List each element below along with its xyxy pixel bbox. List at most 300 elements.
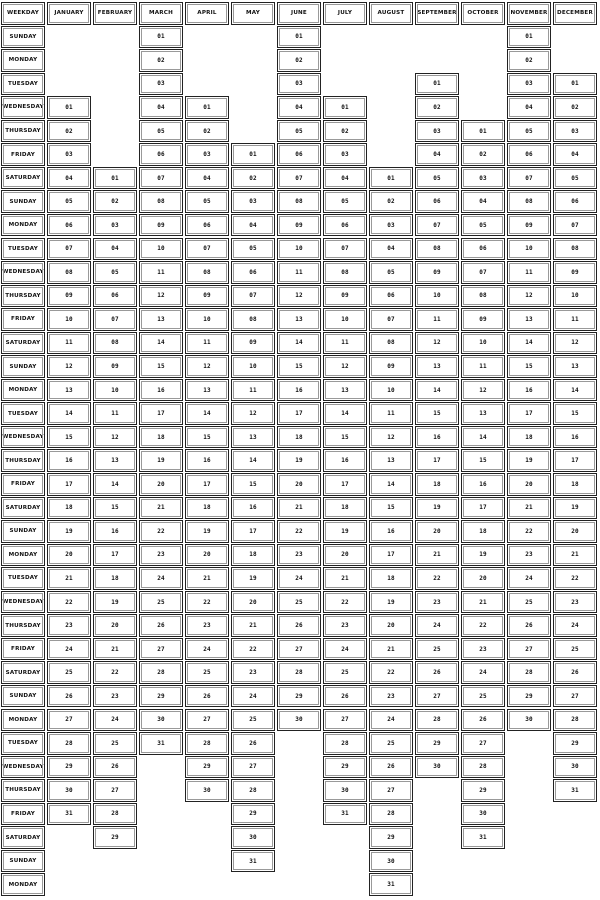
day-cell: 17 — [461, 497, 505, 520]
day-cell: 23 — [369, 685, 413, 708]
day-cell: 04 — [323, 167, 367, 190]
month-header: AUGUST — [369, 2, 413, 25]
day-cell: 14 — [553, 379, 597, 402]
day-cell: 21 — [139, 497, 183, 520]
day-cell: 02 — [185, 120, 229, 143]
day-cell: 15 — [47, 426, 91, 449]
day-cell: 31 — [139, 732, 183, 755]
day-cell: 17 — [185, 473, 229, 496]
day-cell: 12 — [231, 402, 275, 425]
day-cell: 17 — [323, 473, 367, 496]
day-cell: 26 — [415, 661, 459, 684]
day-cell: 12 — [277, 285, 321, 308]
weekday-label: THURSDAY — [1, 120, 45, 143]
month-header: APRIL — [185, 2, 229, 25]
day-cell: 05 — [507, 120, 551, 143]
day-cell: 15 — [323, 426, 367, 449]
day-cell: 24 — [553, 614, 597, 637]
day-cell: 31 — [323, 803, 367, 826]
day-cell: 27 — [231, 756, 275, 779]
day-cell: 01 — [461, 120, 505, 143]
weekday-label: TUESDAY — [1, 238, 45, 261]
day-cell: 21 — [415, 544, 459, 567]
day-cell: 22 — [461, 614, 505, 637]
day-cell: 06 — [231, 261, 275, 284]
day-cell: 25 — [47, 661, 91, 684]
day-cell: 22 — [185, 591, 229, 614]
day-cell: 13 — [553, 355, 597, 378]
day-cell: 03 — [507, 73, 551, 96]
day-cell: 15 — [185, 426, 229, 449]
day-cell: 04 — [507, 96, 551, 119]
day-cell: 05 — [93, 261, 137, 284]
weekday-label: FRIDAY — [1, 638, 45, 661]
day-cell: 02 — [47, 120, 91, 143]
day-cell: 21 — [323, 567, 367, 590]
day-cell: 07 — [277, 167, 321, 190]
day-cell: 29 — [507, 685, 551, 708]
weekday-label: TUESDAY — [1, 402, 45, 425]
day-cell: 30 — [185, 779, 229, 802]
weekday-label: MONDAY — [1, 49, 45, 72]
day-cell: 21 — [507, 497, 551, 520]
day-cell: 05 — [47, 190, 91, 213]
day-cell: 30 — [553, 756, 597, 779]
day-cell: 30 — [369, 850, 413, 873]
day-cell: 24 — [369, 709, 413, 732]
day-cell: 24 — [185, 638, 229, 661]
day-cell: 17 — [231, 520, 275, 543]
weekday-label: FRIDAY — [1, 143, 45, 166]
day-cell: 23 — [323, 614, 367, 637]
day-cell: 06 — [369, 285, 413, 308]
day-cell: 25 — [507, 591, 551, 614]
day-cell: 28 — [415, 709, 459, 732]
day-cell: 26 — [277, 614, 321, 637]
day-cell: 17 — [277, 402, 321, 425]
day-cell: 27 — [507, 638, 551, 661]
day-cell: 13 — [507, 308, 551, 331]
day-cell: 31 — [553, 779, 597, 802]
weekday-label: FRIDAY — [1, 473, 45, 496]
day-cell: 18 — [369, 567, 413, 590]
day-cell: 06 — [323, 214, 367, 237]
weekday-label: SATURDAY — [1, 661, 45, 684]
day-cell: 30 — [415, 756, 459, 779]
day-cell: 07 — [415, 214, 459, 237]
day-cell: 07 — [507, 167, 551, 190]
day-cell: 27 — [277, 638, 321, 661]
day-cell: 02 — [415, 96, 459, 119]
day-cell: 28 — [277, 661, 321, 684]
day-cell: 09 — [139, 214, 183, 237]
weekday-label: WEDNESDAY — [1, 96, 45, 119]
day-cell: 12 — [553, 332, 597, 355]
day-cell: 12 — [461, 379, 505, 402]
day-cell: 22 — [277, 520, 321, 543]
day-cell: 16 — [507, 379, 551, 402]
day-cell: 31 — [461, 826, 505, 849]
day-cell: 24 — [323, 638, 367, 661]
day-cell: 09 — [47, 285, 91, 308]
day-cell: 14 — [323, 402, 367, 425]
day-cell: 18 — [415, 473, 459, 496]
day-cell: 09 — [185, 285, 229, 308]
day-cell: 23 — [231, 661, 275, 684]
day-cell: 03 — [139, 73, 183, 96]
day-cell: 11 — [323, 332, 367, 355]
day-cell: 27 — [323, 709, 367, 732]
day-cell: 04 — [185, 167, 229, 190]
day-cell: 21 — [553, 544, 597, 567]
day-cell: 26 — [185, 685, 229, 708]
day-cell: 11 — [553, 308, 597, 331]
day-cell: 20 — [369, 614, 413, 637]
day-cell: 12 — [507, 285, 551, 308]
month-header: MAY — [231, 2, 275, 25]
day-cell: 05 — [415, 167, 459, 190]
day-cell: 24 — [139, 567, 183, 590]
day-cell: 19 — [415, 497, 459, 520]
day-cell: 18 — [507, 426, 551, 449]
day-cell: 15 — [231, 473, 275, 496]
day-cell: 29 — [461, 779, 505, 802]
day-cell: 11 — [231, 379, 275, 402]
day-cell: 21 — [277, 497, 321, 520]
day-cell: 04 — [277, 96, 321, 119]
day-cell: 18 — [277, 426, 321, 449]
day-cell: 23 — [277, 544, 321, 567]
day-cell: 30 — [323, 779, 367, 802]
day-cell: 15 — [507, 355, 551, 378]
day-cell: 23 — [47, 614, 91, 637]
day-cell: 05 — [369, 261, 413, 284]
day-cell: 27 — [185, 709, 229, 732]
day-cell: 15 — [369, 497, 413, 520]
month-header: JANUARY — [47, 2, 91, 25]
day-cell: 04 — [415, 143, 459, 166]
weekday-label: TUESDAY — [1, 732, 45, 755]
day-cell: 22 — [323, 591, 367, 614]
day-cell: 09 — [93, 355, 137, 378]
day-cell: 10 — [231, 355, 275, 378]
day-cell: 19 — [323, 520, 367, 543]
day-cell: 06 — [47, 214, 91, 237]
day-cell: 23 — [507, 544, 551, 567]
day-cell: 01 — [93, 167, 137, 190]
day-cell: 06 — [93, 285, 137, 308]
day-cell: 21 — [461, 591, 505, 614]
day-cell: 31 — [47, 803, 91, 826]
day-cell: 18 — [231, 544, 275, 567]
weekday-label: TUESDAY — [1, 73, 45, 96]
weekday-label: SATURDAY — [1, 167, 45, 190]
day-cell: 22 — [553, 567, 597, 590]
month-header: JUNE — [277, 2, 321, 25]
day-cell: 10 — [415, 285, 459, 308]
day-cell: 30 — [507, 709, 551, 732]
day-cell: 14 — [415, 379, 459, 402]
day-cell: 05 — [553, 167, 597, 190]
day-cell: 15 — [461, 449, 505, 472]
day-cell: 20 — [323, 544, 367, 567]
day-cell: 07 — [553, 214, 597, 237]
weekday-label: SATURDAY — [1, 497, 45, 520]
day-cell: 24 — [47, 638, 91, 661]
day-cell: 21 — [185, 567, 229, 590]
day-cell: 10 — [323, 308, 367, 331]
day-cell: 13 — [47, 379, 91, 402]
day-cell: 25 — [185, 661, 229, 684]
weekday-label: THURSDAY — [1, 285, 45, 308]
day-cell: 17 — [553, 449, 597, 472]
day-cell: 25 — [93, 732, 137, 755]
weekday-label: SUNDAY — [1, 520, 45, 543]
day-cell: 14 — [47, 402, 91, 425]
day-cell: 13 — [231, 426, 275, 449]
day-cell: 03 — [47, 143, 91, 166]
day-cell: 23 — [185, 614, 229, 637]
day-cell: 01 — [231, 143, 275, 166]
day-cell: 02 — [323, 120, 367, 143]
month-header: JULY — [323, 2, 367, 25]
month-header: SEPTEMBER — [415, 2, 459, 25]
day-cell: 14 — [93, 473, 137, 496]
day-cell: 25 — [323, 661, 367, 684]
day-cell: 06 — [139, 143, 183, 166]
day-cell: 13 — [369, 449, 413, 472]
day-cell: 10 — [277, 238, 321, 261]
day-cell: 19 — [277, 449, 321, 472]
day-cell: 23 — [553, 591, 597, 614]
day-cell: 03 — [93, 214, 137, 237]
day-cell: 28 — [507, 661, 551, 684]
weekday-label: WEDNESDAY — [1, 591, 45, 614]
weekday-label: SATURDAY — [1, 826, 45, 849]
day-cell: 16 — [461, 473, 505, 496]
month-header: DECEMBER — [553, 2, 597, 25]
day-cell: 11 — [139, 261, 183, 284]
weekday-label: TUESDAY — [1, 567, 45, 590]
day-cell: 17 — [415, 449, 459, 472]
day-cell: 09 — [553, 261, 597, 284]
day-cell: 06 — [185, 214, 229, 237]
day-cell: 12 — [369, 426, 413, 449]
day-cell: 04 — [139, 96, 183, 119]
day-cell: 26 — [323, 685, 367, 708]
day-cell: 29 — [553, 732, 597, 755]
day-cell: 17 — [369, 544, 413, 567]
day-cell: 23 — [93, 685, 137, 708]
day-cell: 29 — [139, 685, 183, 708]
weekday-label: SUNDAY — [1, 850, 45, 873]
day-cell: 13 — [139, 308, 183, 331]
day-cell: 25 — [461, 685, 505, 708]
day-cell: 16 — [47, 449, 91, 472]
day-cell: 24 — [415, 614, 459, 637]
day-cell: 22 — [231, 638, 275, 661]
day-cell: 08 — [369, 332, 413, 355]
day-cell: 17 — [507, 402, 551, 425]
day-cell: 19 — [139, 449, 183, 472]
day-cell: 15 — [277, 355, 321, 378]
day-cell: 02 — [553, 96, 597, 119]
day-cell: 20 — [553, 520, 597, 543]
day-cell: 22 — [47, 591, 91, 614]
day-cell: 01 — [415, 73, 459, 96]
day-cell: 22 — [139, 520, 183, 543]
day-cell: 30 — [277, 709, 321, 732]
day-cell: 28 — [139, 661, 183, 684]
weekday-label: SUNDAY — [1, 685, 45, 708]
day-cell: 07 — [323, 238, 367, 261]
day-cell: 12 — [323, 355, 367, 378]
day-cell: 06 — [461, 238, 505, 261]
day-cell: 07 — [369, 308, 413, 331]
day-cell: 30 — [461, 803, 505, 826]
day-cell: 09 — [461, 308, 505, 331]
day-cell: 29 — [323, 756, 367, 779]
day-cell: 28 — [93, 803, 137, 826]
day-cell: 05 — [277, 120, 321, 143]
day-cell: 26 — [461, 709, 505, 732]
day-cell: 18 — [185, 497, 229, 520]
day-cell: 13 — [461, 402, 505, 425]
day-cell: 05 — [461, 214, 505, 237]
day-cell: 09 — [231, 332, 275, 355]
day-cell: 19 — [185, 520, 229, 543]
day-cell: 28 — [231, 779, 275, 802]
day-cell: 20 — [507, 473, 551, 496]
day-cell: 24 — [277, 567, 321, 590]
day-cell: 20 — [277, 473, 321, 496]
day-cell: 05 — [231, 238, 275, 261]
day-cell: 08 — [47, 261, 91, 284]
day-cell: 05 — [139, 120, 183, 143]
day-cell: 22 — [415, 567, 459, 590]
day-cell: 29 — [47, 756, 91, 779]
day-cell: 07 — [47, 238, 91, 261]
day-cell: 16 — [139, 379, 183, 402]
day-cell: 04 — [461, 190, 505, 213]
day-cell: 11 — [277, 261, 321, 284]
day-cell: 12 — [139, 285, 183, 308]
day-cell: 13 — [415, 355, 459, 378]
day-cell: 23 — [415, 591, 459, 614]
day-cell: 29 — [185, 756, 229, 779]
day-cell: 18 — [553, 473, 597, 496]
day-cell: 14 — [185, 402, 229, 425]
day-cell: 25 — [231, 709, 275, 732]
day-cell: 03 — [553, 120, 597, 143]
weekday-label: THURSDAY — [1, 449, 45, 472]
day-cell: 19 — [553, 497, 597, 520]
day-cell: 20 — [415, 520, 459, 543]
day-cell: 30 — [231, 826, 275, 849]
day-cell: 02 — [277, 49, 321, 72]
day-cell: 10 — [185, 308, 229, 331]
day-cell: 02 — [369, 190, 413, 213]
day-cell: 28 — [461, 756, 505, 779]
day-cell: 13 — [185, 379, 229, 402]
day-cell: 27 — [369, 779, 413, 802]
day-cell: 29 — [93, 826, 137, 849]
day-cell: 04 — [93, 238, 137, 261]
day-cell: 18 — [461, 520, 505, 543]
weekday-label: SUNDAY — [1, 190, 45, 213]
day-cell: 01 — [553, 73, 597, 96]
day-cell: 05 — [323, 190, 367, 213]
day-cell: 08 — [231, 308, 275, 331]
day-cell: 04 — [553, 143, 597, 166]
day-cell: 03 — [277, 73, 321, 96]
day-cell: 18 — [139, 426, 183, 449]
day-cell: 08 — [507, 190, 551, 213]
day-cell: 01 — [369, 167, 413, 190]
weekday-label: SUNDAY — [1, 355, 45, 378]
day-cell: 26 — [507, 614, 551, 637]
day-cell: 10 — [553, 285, 597, 308]
day-cell: 28 — [553, 709, 597, 732]
day-cell: 27 — [139, 638, 183, 661]
day-cell: 08 — [461, 285, 505, 308]
day-cell: 25 — [277, 591, 321, 614]
day-cell: 26 — [231, 732, 275, 755]
day-cell: 21 — [231, 614, 275, 637]
day-cell: 08 — [277, 190, 321, 213]
day-cell: 22 — [93, 661, 137, 684]
day-cell: 26 — [47, 685, 91, 708]
day-cell: 01 — [185, 96, 229, 119]
day-cell: 30 — [47, 779, 91, 802]
day-cell: 10 — [461, 332, 505, 355]
day-cell: 20 — [461, 567, 505, 590]
day-cell: 03 — [231, 190, 275, 213]
day-cell: 28 — [369, 803, 413, 826]
weekday-header: WEEKDAY — [1, 2, 45, 25]
day-cell: 19 — [369, 591, 413, 614]
day-cell: 10 — [93, 379, 137, 402]
weekday-label: MONDAY — [1, 873, 45, 896]
day-cell: 14 — [369, 473, 413, 496]
day-cell: 09 — [277, 214, 321, 237]
day-cell: 16 — [369, 520, 413, 543]
day-cell: 24 — [231, 685, 275, 708]
day-cell: 22 — [369, 661, 413, 684]
day-cell: 14 — [461, 426, 505, 449]
day-cell: 10 — [507, 238, 551, 261]
weekday-label: MONDAY — [1, 709, 45, 732]
day-cell: 06 — [553, 190, 597, 213]
day-cell: 02 — [231, 167, 275, 190]
day-cell: 26 — [93, 756, 137, 779]
day-cell: 21 — [47, 567, 91, 590]
day-cell: 29 — [277, 685, 321, 708]
day-cell: 29 — [415, 732, 459, 755]
day-cell: 01 — [323, 96, 367, 119]
day-cell: 11 — [47, 332, 91, 355]
day-cell: 11 — [415, 308, 459, 331]
day-cell: 26 — [139, 614, 183, 637]
day-cell: 27 — [415, 685, 459, 708]
day-cell: 04 — [369, 238, 413, 261]
day-cell: 19 — [461, 544, 505, 567]
day-cell: 11 — [185, 332, 229, 355]
day-cell: 16 — [553, 426, 597, 449]
day-cell: 18 — [93, 567, 137, 590]
day-cell: 03 — [415, 120, 459, 143]
day-cell: 02 — [139, 49, 183, 72]
